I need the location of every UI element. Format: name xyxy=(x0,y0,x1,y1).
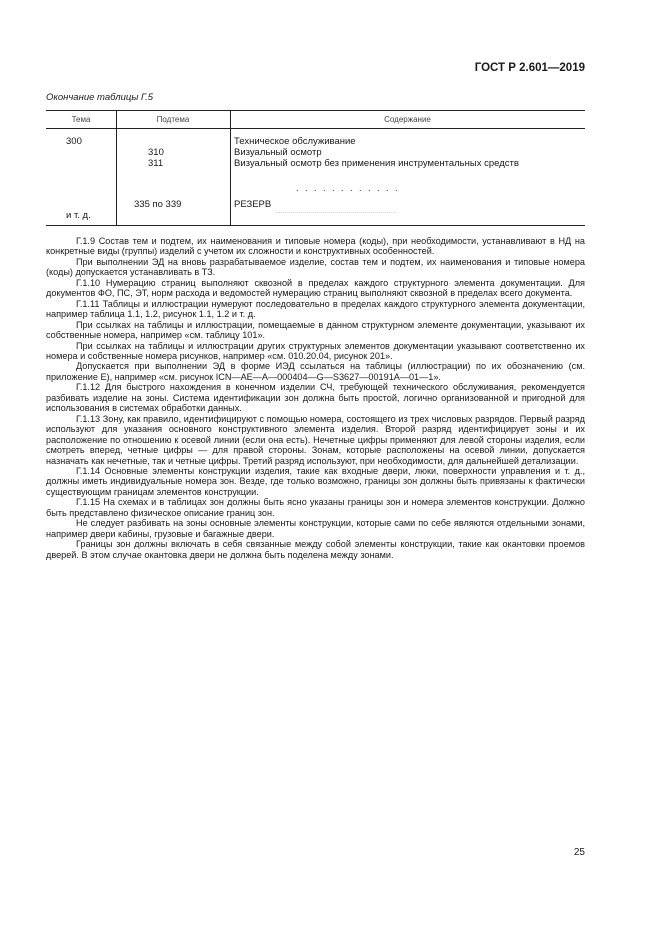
reserve-content: РЕЗЕРВ xyxy=(234,199,272,210)
row-content: Визуальный осмотр без применения инструментальных средств xyxy=(234,158,519,169)
row-topic: 300 xyxy=(66,136,82,147)
paragraph: Г.1.10 Нумерацию страниц выполняют сквозной в пределах каждого структурного элемента документации. Для документов ФО, ПС, ЭТ, норм расхода и ведомостей нумерацию страниц выполняют сквозной в пределах всего документа. xyxy=(46,277,585,299)
paragraph: При ссылках на таблицы и иллюстрации, помещаемые в данном структурном элементе документации, указывают их собственные номера, например «см. таблицу 101». xyxy=(46,319,585,341)
row-content: Визуальный осмотр xyxy=(234,147,322,158)
paragraph: Г.1.13 Зону, как правило, идентифицируют с помощью номера, состоящего из трех числовых разрядов. Первый разряд используют для указания основного конструктивного элемента изделия. Второй разряд идентифицирует зоны и их расположение по отношению к осевой линии (если она есть). Нечетные цифры применяют для левой стороны изделия, если смотреть вперед, четные цифры — для правой стороны. Зонам, которые расположены на осевой линии, допускается назначать как нечетные, так и четные цифры. Третий разряд используют, при необходимости, для дальнейшей детализации. xyxy=(46,413,585,466)
row-subtopic: 311 xyxy=(148,158,164,169)
table-ellipsis: . . . . . . . . . . . . xyxy=(296,183,400,193)
row-content: Техническое обслуживание xyxy=(234,136,356,147)
paragraph: Г.1.14 Основные элементы конструкции изделия, такие как входные двери, люки, поверхности управления и т. д., должны иметь индивидуальные номера зон. Везде, где только возможно, границы зон должны быть привязаны к фактически существующим границам элементов конструкции. xyxy=(46,465,585,497)
paragraph: Границы зон должны включать в себя связанные между собой элементы конструкции, такие как окантовки проемов дверей. В этом случае окантовка двери не должна быть поделена между зонами. xyxy=(46,539,585,560)
paragraph: Допускается при выполнении ЭД в форме ИЭД ссылаться на таблицы (иллюстрации) по их обозначению (см. приложение Е), например «см. рисунок ICN—AE—A—000404—G—S3627—00191A—01—1». xyxy=(46,361,585,382)
table-faint-rule xyxy=(276,212,396,213)
header-content: Содержание xyxy=(384,115,431,124)
column-divider xyxy=(230,111,231,225)
paragraph: Г.1.15 На схемах и в таблицах зон должны быть ясно указаны границы зон и номера элементов конструкции. Должно быть представлено физическое описание границ зон. xyxy=(46,497,585,518)
table-caption: Окончание таблицы Г.5 xyxy=(46,92,154,103)
paragraph: При ссылках на таблицы и иллюстрации других структурных элементов документации указывают соответственно их номера и собственные номера рисунков, например «см. 010.20.04, рисунок 201». xyxy=(46,340,585,361)
row-subtopic: 310 xyxy=(148,147,164,158)
table-header xyxy=(46,111,585,129)
paragraph: Г.1.9 Состав тем и подтем, их наименования и типовые номера (коды), при необходимости, устанавливают в НД на конкретные виды (группы) изделий с учетом их сложности и конструктивных особенностей. xyxy=(46,236,585,257)
paragraph: Г.1.11 Таблицы и иллюстрации нумеруют последовательно в пределах каждого структурного элемента документации, например таблица 1.1, 1.2, рисунок 1.1, 1.2 и т. д. xyxy=(46,298,585,320)
reserve-topic: и т. д. xyxy=(66,210,91,221)
header-topic: Тема xyxy=(71,115,91,124)
header-subtopic: Подтема xyxy=(156,115,190,124)
body-text xyxy=(46,236,585,560)
document-code: ГОСТ Р 2.601—2019 xyxy=(474,62,585,74)
page-number: 25 xyxy=(573,847,585,858)
codes-table xyxy=(46,110,585,226)
column-divider xyxy=(116,111,117,225)
paragraph: Не следует разбивать на зоны основные элементы конструкции, которые сами по себе являются отдельными зонами, например двери кабины, грузовые и багажные двери. xyxy=(46,518,585,539)
paragraph: При выполнении ЭД на вновь разрабатываемое изделие, состав тем и подтем, их наименования и типовые номера (коды) допускается устанавливать в ТЗ. xyxy=(46,256,585,278)
reserve-subtopic: 335 по 339 xyxy=(134,199,182,210)
paragraph: Г.1.12 Для быстрого нахождения в конечном изделии СЧ, требующей технического обслуживания, рекомендуется разбивать изделие на зоны. Система идентификации зон должна быть простой, логично организованной и пригодной для использования в системах обработки данных. xyxy=(46,382,585,414)
